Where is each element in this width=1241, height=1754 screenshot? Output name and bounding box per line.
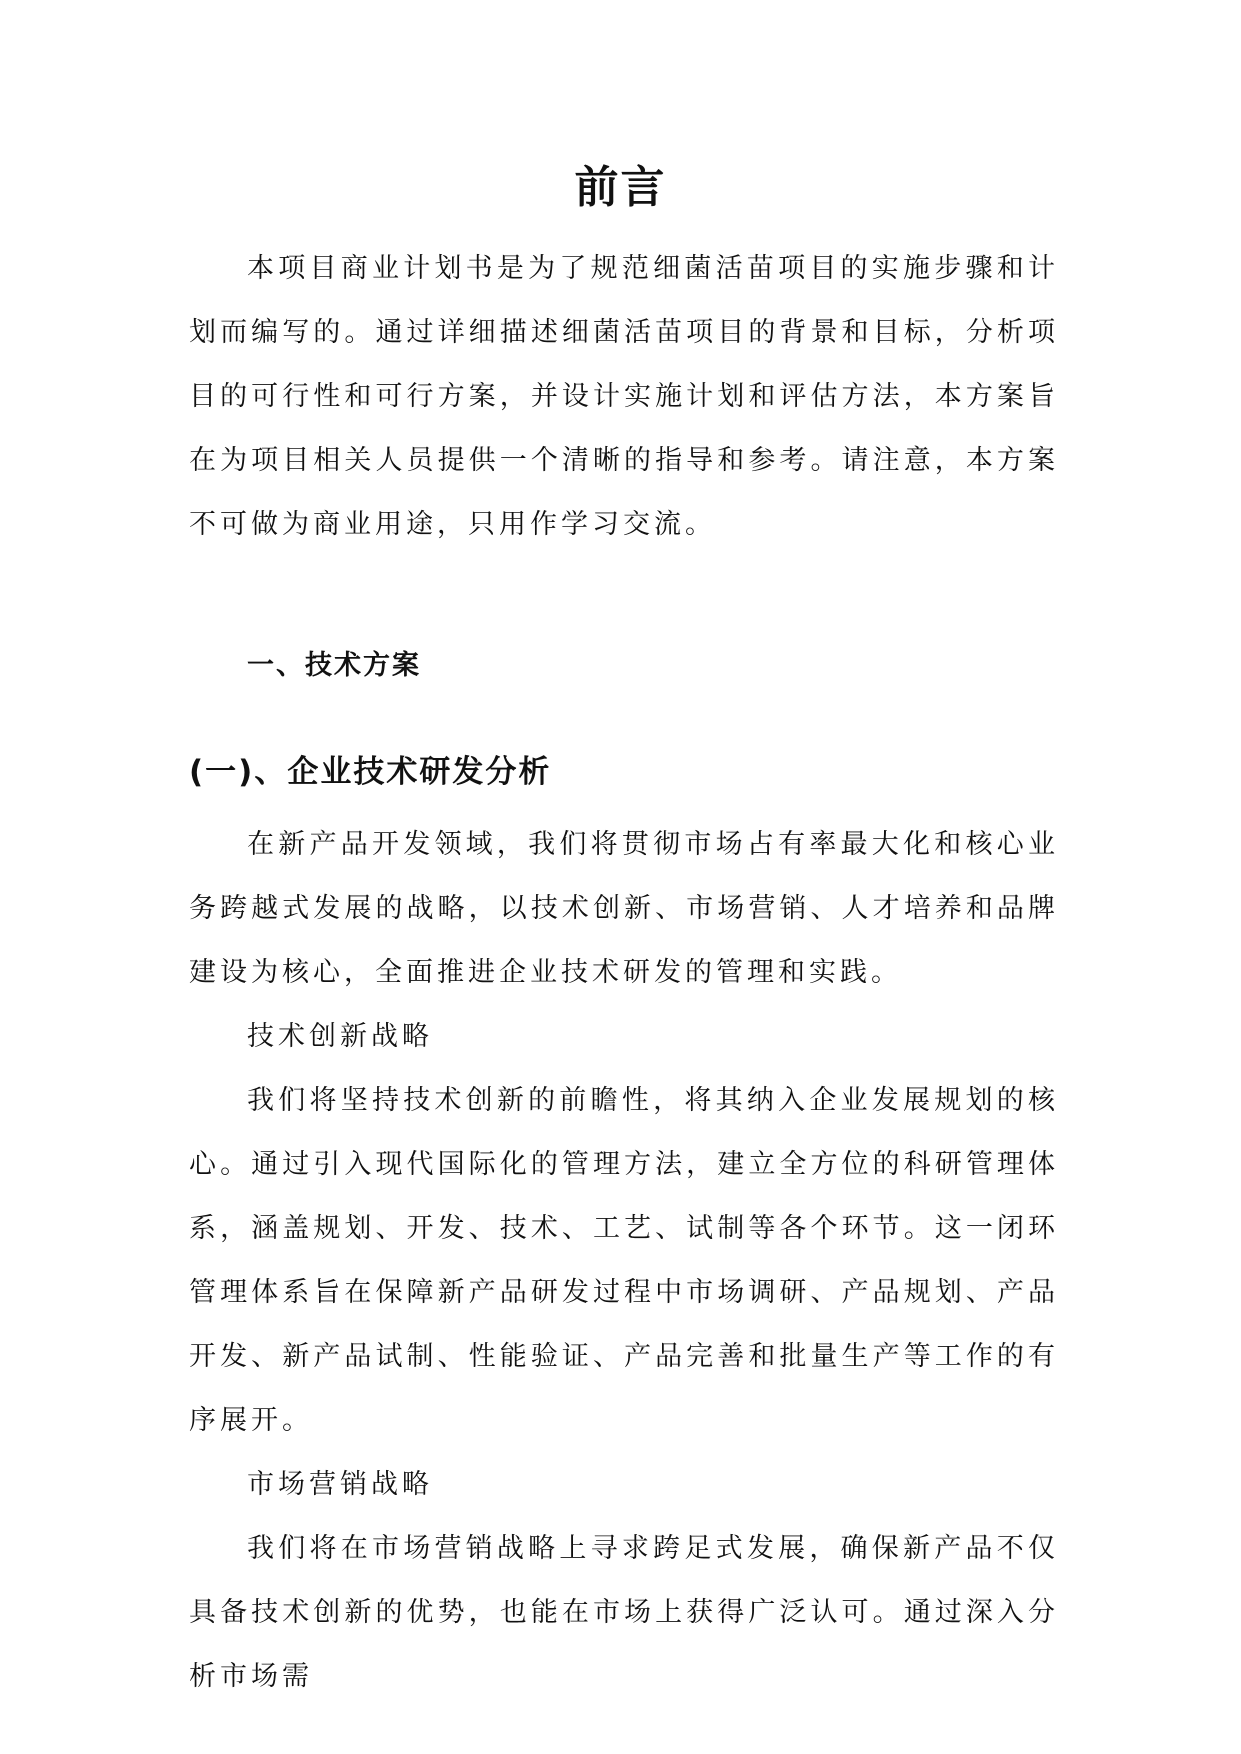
body-paragraph-2: 我们将坚持技术创新的前瞻性，将其纳入企业发展规划的核心。通过引入现代国际化的管理方法，建立全方位的科研管理体系，涵盖规划、开发、技术、工艺、试制等各个环节。这一闭环管理体系旨在保障新产品研发过程中市场调研、产品规划、产品开发、新产品试制、性能验证、产品完善和批量生产等工作的有序展开。 bbox=[189, 1085, 1059, 1436]
body-paragraph-1: 在新产品开发领域，我们将贯彻市场占有率最大化和核心业务跨越式发展的战略，以技术创新、市场营销、人才培养和品牌建设为核心，全面推进企业技术研发的管理和实践。 bbox=[189, 829, 1059, 988]
strategy-subheading-1: 技术创新战略 bbox=[247, 1021, 433, 1052]
intro-section bbox=[189, 237, 1059, 557]
section-heading: 一、技术方案 bbox=[247, 650, 421, 681]
body-section bbox=[189, 813, 1059, 1709]
page-title: 前言 bbox=[574, 162, 667, 213]
strategy-subheading-2: 市场营销战略 bbox=[247, 1469, 433, 1500]
subsection-heading: (一)、企业技术研发分析 bbox=[189, 754, 552, 790]
intro-paragraph: 本项目商业计划书是为了规范细菌活苗项目的实施步骤和计划而编写的。通过详细描述细菌活苗项目的背景和目标，分析项目的可行性和可行方案，并设计实施计划和评估方法，本方案旨在为项目相关人员提供一个清晰的指导和参考。请注意，本方案不可做为商业用途，只用作学习交流。 bbox=[189, 253, 1059, 540]
body-paragraph-3: 我们将在市场营销战略上寻求跨足式发展，确保新产品不仅具备技术创新的优势，也能在市场上获得广泛认可。通过深入分析市场需 bbox=[189, 1533, 1059, 1692]
